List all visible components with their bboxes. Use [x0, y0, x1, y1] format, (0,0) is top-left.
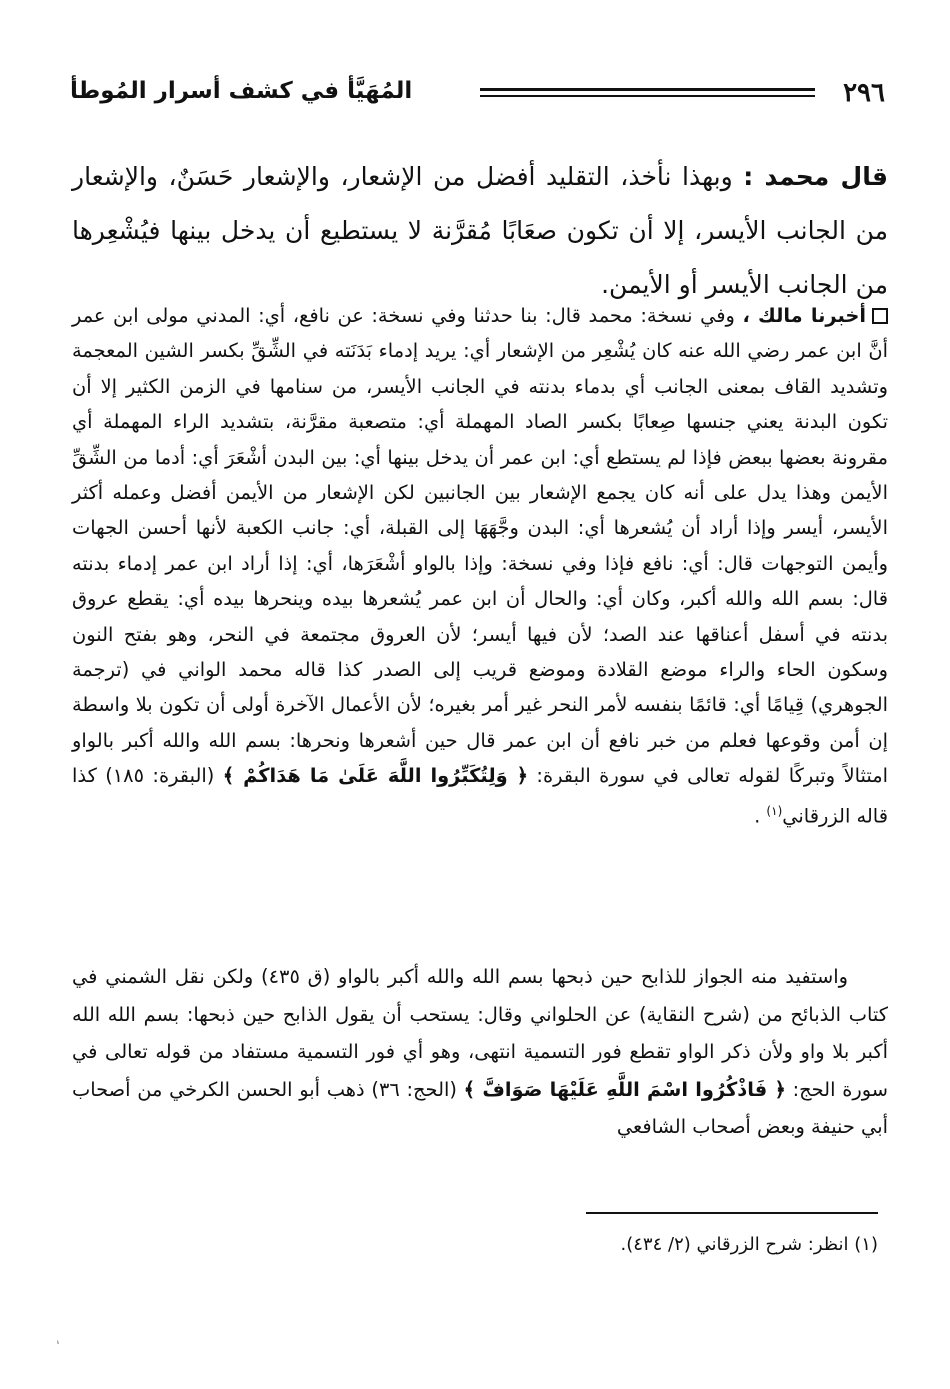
- quran-quote: ﴿ وَلِتُكَبِّرُوا اللَّهَ عَلَىٰ مَا هَدَاكُمْ ﴾: [222, 764, 529, 788]
- page-number: ٢٩٦: [843, 78, 885, 108]
- header-rule: [480, 88, 815, 91]
- commentary2-text: واستفيد منه الجواز للذابح حين ذبحها بسم الله والله أكبر بالواو (ق ٤٣٥) ولكن نقل الشمني في كتاب الذبائح من (شرح النقاية) عن الحلواني وقال: يستحب أن يقول الذابح حين ذبحها: بسم الله الله أكبر بلا واو ولأن ذكر الواو تقطع فور التسمية انتهى، وهو أي فور التسمية مستفاد من قوله تعالى في سورة الحج:: [72, 965, 888, 1101]
- commentary-paragraph-2: [72, 958, 888, 1146]
- commentary-text-end: .: [754, 804, 767, 828]
- footnote-reference: (١): [766, 803, 783, 818]
- footnote: (١) انظر: شرح الزرقاني (٢/ ٤٣٤).: [620, 1234, 878, 1255]
- commentary-paragraph: [72, 298, 888, 834]
- running-title: المُهَيَّأ في كشف أسرار المُوطأ: [70, 78, 413, 104]
- page-corner-mark: ʻ: [54, 1337, 67, 1355]
- commentary2-text-cont: (الحج: ٣٦) ذهب أبو الحسن الكرخي من أصحاب أبي حنيفة وبعض أصحاب الشافعي: [72, 1077, 888, 1138]
- footnote-divider: [586, 1212, 878, 1214]
- commentary-text: وفي نسخة: محمد قال: بنا حدثنا وفي نسخة: عن نافع، أي: المدني مولى ابن عمر أنَّ ابن عمر رضي الله عنه كان يُشْعِر من الإشعار أي: يريد إدماء بَدَنَته في الشِّقِّ بكسر الشين المعجمة وتشديد القاف بمعنى الجانب أي بدماء بدنته في الجانب الأيسر، من سنامها في الزمن الكثير إلا أن تكون البدنة يعني جنسها صِعابًا بكسر الصاد المهملة أي: متصعبة مقرَّنة، بتشديد الراء المهملة أي مقرونة بعضها ببعض فإذا لم يستطع أي: ابن عمر أن يدخل بينها أي: بين البدن أشْعَرَ أي: أدما من الشِّقِّ الأيمن وهذا يدل على أنه كان يجمع الإشعار بين الجانبين لكن الإشعار من الأيمن أفضل وعمله أكثر الأيسر، أيسر وإذا أراد أن يُشعرها أي: البدن وجَّهَهَا إلى القبلة، أي: جانب الكعبة لأنها أحسن الجهات وأيمن التوجهات قال: أي: نافع فإذا وفي نسخة: وإذا بالواو أشْعَرَها، أي: إذا أراد ابن عمر إدماء بدنته قال: بسم الله والله أكبر، وكان أي: والحال أن ابن عمر يُشعرها بيده وينحرها بيده أي: يقطع عروق بدنته في أسفل أعناقها عند الصد؛ لأن فيها أيسر؛ لأن العروق مجتمعة في النحر، وهو بفتح النون وسكون الحاء والراء موضع القلادة وموضع قريب إلى الصدر كذا قاله محمد الواني في (ترجمة الجوهري) قِيامًا أي: قائمًا بنفسه لأمر النحر غير أمر بغيره؛ لأن الأعمال الآخرة أولى أن تكون بلا واسطة إن أمن وقوعها فعلم من خبر نافع أن ابن عمر قال حين أشعرها ونحرها: بسم الله والله أكبر بالواو امتثالاً وتبركًا لقوله تعالى في سورة البقرة:: [72, 304, 889, 788]
- matn-text: وبهذا نأخذ، التقليد أفضل من الإشعار، والإشعار حَسَنٌ، والإشعار من الجانب الأيسر، إلا أن تكون صعَابًا مُقرَّنة لا يستطيع أن يدخل بينها فيُشْعِرها من الجانب الأيسر أو الأيمن.: [72, 162, 888, 299]
- commentary-text-cont: (البقرة: ١٨٥) كذا قاله الزرقاني: [72, 764, 888, 828]
- square-bullet-icon: [872, 308, 888, 324]
- page-header: [70, 76, 885, 116]
- matn-paragraph: [72, 150, 888, 312]
- header-rule-thin: [480, 95, 815, 97]
- commentary-lead: أخبرنا مالك ،: [742, 304, 867, 327]
- speaker-label: قال محمد :: [743, 162, 888, 191]
- quran-quote-2: ﴿ فَاذْكُرُوا اسْمَ اللَّهِ عَلَيْهَا صَوَافَّ ﴾: [463, 1077, 786, 1101]
